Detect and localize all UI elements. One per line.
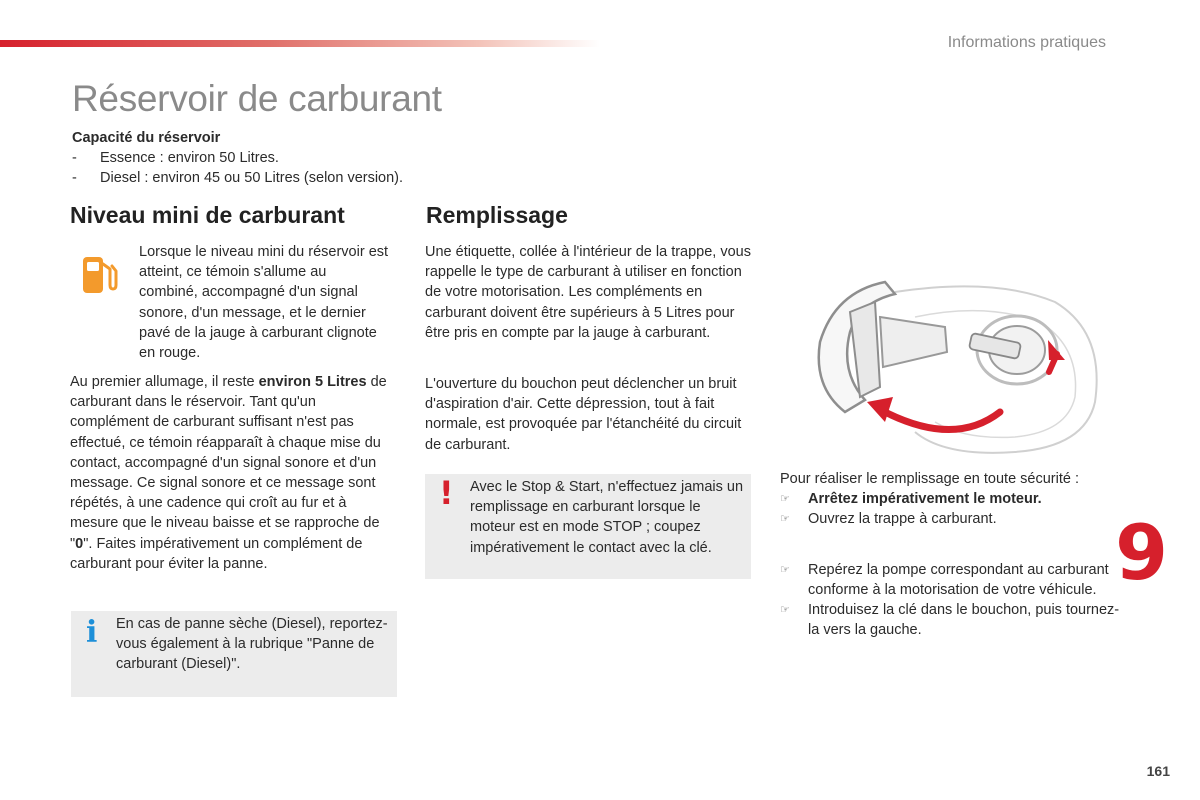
procedure-steps bbox=[780, 469, 1120, 640]
pointing-hand-icon: ☞ bbox=[780, 493, 790, 506]
capacity-block bbox=[72, 128, 403, 188]
warning-note-text: Avec le Stop & Start, n'effectuez jamais un remplissage en carburant lorsque le moteur est en mode STOP ; coupez impérativement le contact avec la clé. bbox=[470, 479, 744, 556]
section-label: Informations pratiques bbox=[947, 34, 1106, 51]
warning-icon: ! bbox=[439, 474, 454, 512]
niveau-heading: Niveau mini de carburant bbox=[70, 202, 345, 228]
chapter-number: 9 bbox=[1115, 508, 1168, 597]
capacity-item-diesel: - Diesel : environ 45 ou 50 Litres (selon version). bbox=[72, 168, 403, 188]
step-open-flap: ☞ Ouvrez la trappe à carburant. bbox=[780, 509, 1120, 529]
remplissage-label-text: Une étiquette, collée à l'intérieur de la trappe, vous rappelle le type de carburant à utiliser en fonction de votre motorisation. Les compléments en carburant doivent être supérieurs à 5 Litres pour être pris en compte par la jauge à carburant. bbox=[425, 244, 751, 341]
pointing-hand-icon: ☞ bbox=[780, 604, 790, 617]
pointing-hand-icon: ☞ bbox=[780, 563, 790, 576]
capacity-title: Capacité du réservoir bbox=[72, 130, 221, 146]
capacity-item-essence: - Essence : environ 50 Litres. bbox=[72, 148, 403, 168]
step-find-pump: ☞ Repérez la pompe correspondant au carburant conforme à la motorisation de votre véhicule. bbox=[780, 561, 1109, 598]
page-title: Réservoir de carburant bbox=[72, 78, 442, 119]
page-number: 161 bbox=[1146, 763, 1170, 779]
fuel-flap-illustration bbox=[805, 272, 1105, 462]
step-turn-key: ☞ Introduisez la clé dans le bouchon, puis tournez-la vers la gauche. bbox=[780, 602, 1120, 639]
procedure-intro: Pour réaliser le remplissage en toute sécurité : bbox=[780, 471, 1080, 487]
pointing-hand-icon: ☞ bbox=[780, 513, 790, 526]
fuel-pump-icon bbox=[80, 254, 120, 296]
reserve-amount: environ 5 Litres bbox=[258, 374, 367, 390]
niveau-intro-text: Lorsque le niveau mini du réservoir est atteint, ce témoin s'allume au combiné, accompagné d'un signal sonore, d'un message, et le dernier pavé de la jauge à carburant clignote en rouge. bbox=[139, 244, 389, 362]
niveau-body-text: Au premier allumage, il reste environ 5 Litres de carburant dans le réservoir. Tant qu'un complément de carburant suffisant n'est pas effectué, ce témoin réapparaît à chaque mise du contact, accompagné d'un signal sonore et d'un message. Ce signal sonore et ce message sont répétés, à une cadence qui croît au fur et à mesure que le niveau baisse et se rapproche de "0". Faites impérativement un complément de carburant pour éviter la panne. bbox=[70, 374, 387, 572]
info-note-text: En cas de panne sèche (Diesel), reportez-vous également à la rubrique "Panne de carburant (Diesel)". bbox=[116, 616, 388, 673]
remplissage-noise-text: L'ouverture du bouchon peut déclencher un bruit d'aspiration d'air. Cette dépression, tout à fait normale, est provoquée par l'étanchéité du circuit de carburant. bbox=[425, 376, 742, 453]
info-note bbox=[71, 611, 397, 697]
info-icon: i bbox=[86, 615, 98, 650]
warning-note bbox=[425, 474, 751, 579]
top-accent-bar bbox=[0, 40, 600, 47]
remplissage-heading: Remplissage bbox=[426, 202, 568, 228]
step-stop-engine: ☞ Arrêtez impérativement le moteur. bbox=[780, 489, 1120, 509]
